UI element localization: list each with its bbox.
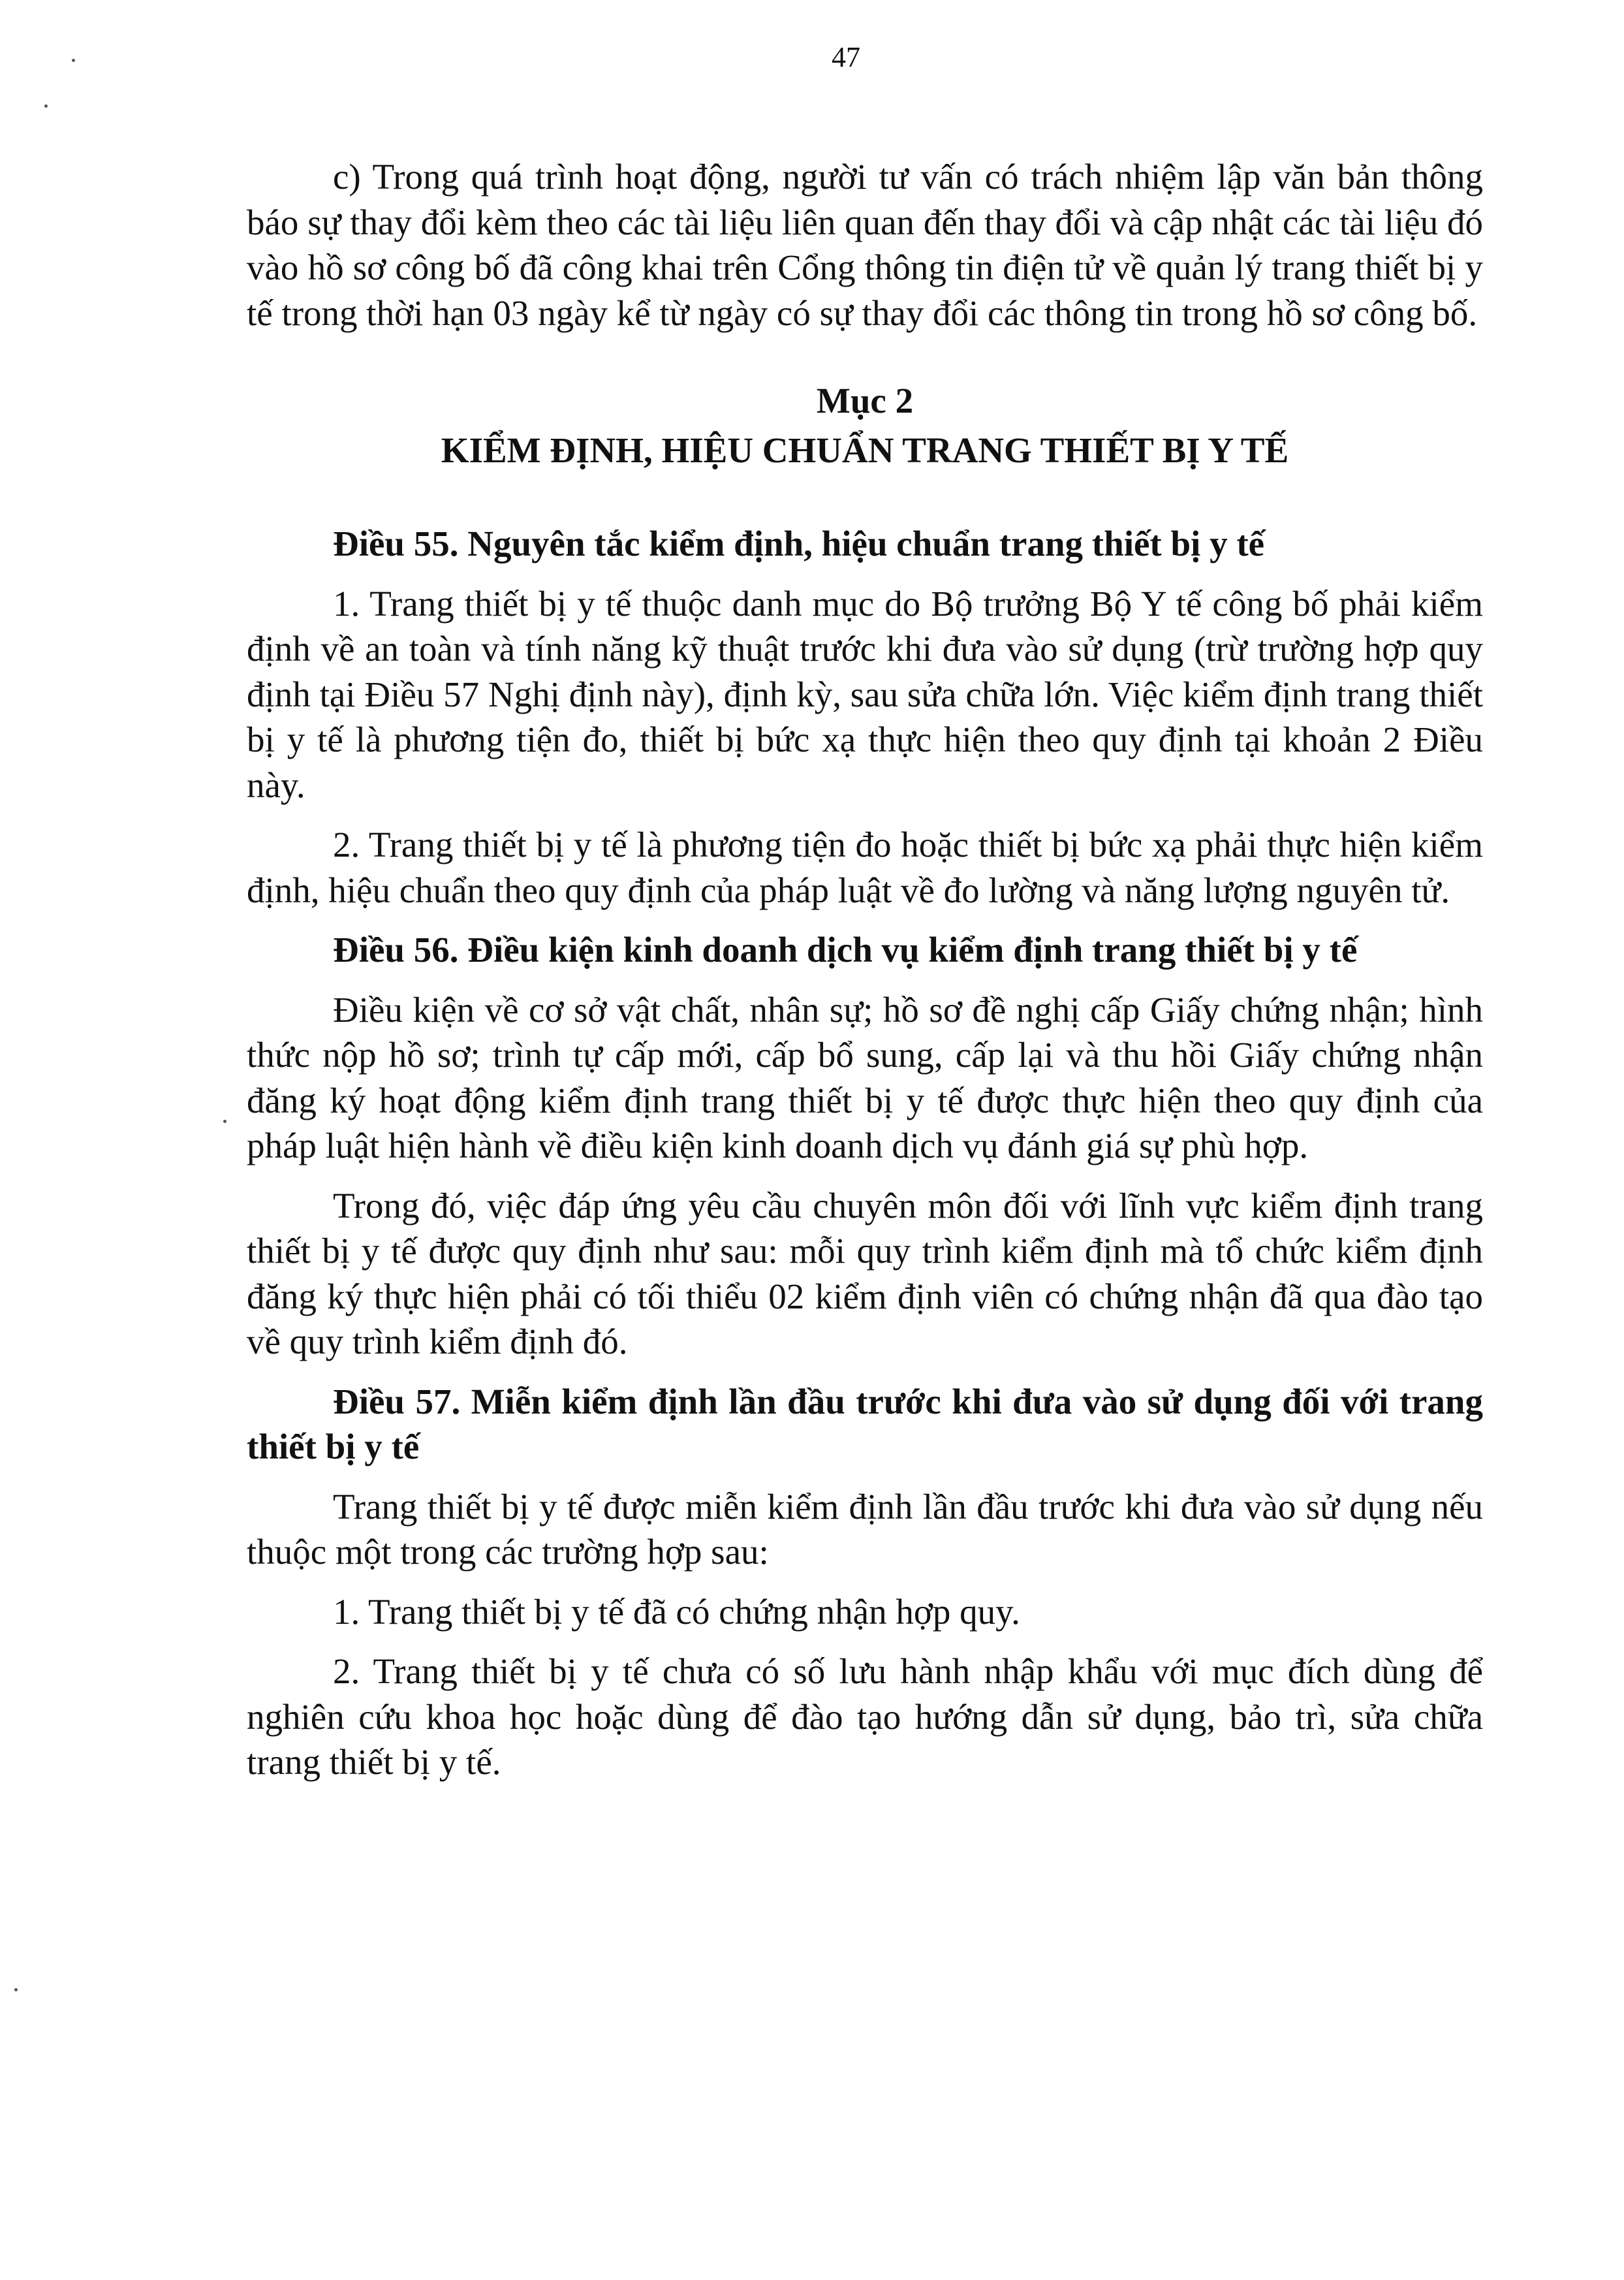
- article-paragraph: Điều kiện về cơ sở vật chất, nhân sự; hồ sơ đề nghị cấp Giấy chứng nhận; hình thức nộp hồ sơ; trình tự cấp mới, cấp bổ sung, cấp lại và thu hồi Giấy chứng nhận đăng ký hoạt động kiểm định trang thiết bị y tế được thực hiện theo quy định của pháp luật hiện hành về điều kiện kinh doanh dịch vụ đánh giá sự phù hợp.: [247, 989, 1483, 1165]
- article-heading: Điều 56. Điều kiện kinh doanh dịch vụ kiểm định trang thiết bị y tế: [333, 930, 1358, 970]
- document-body: [247, 154, 1483, 1785]
- article-paragraph: 2. Trang thiết bị y tế là phương tiện đo hoặc thiết bị bức xạ phải thực hiện kiểm định, hiệu chuẩn theo quy định của pháp luật về đo lường và năng lượng nguyên tử.: [247, 825, 1483, 910]
- page-number: 47: [832, 41, 860, 73]
- article-paragraph: 1. Trang thiết bị y tế thuộc danh mục do Bộ trưởng Bộ Y tế công bố phải kiểm định về an toàn và tính năng kỹ thuật trước khi đưa vào sử dụng (trừ trường hợp quy định tại Điều 57 Nghị định này), định kỳ, sau sửa chữa lớn. Việc kiểm định trang thiết bị y tế là phương tiện đo, thiết bị bức xạ thực hiện theo quy định tại khoản 2 Điều này.: [247, 583, 1483, 805]
- scan-speck: [44, 104, 48, 108]
- scan-speck: [223, 1120, 226, 1123]
- section-title: KIỂM ĐỊNH, HIỆU CHUẨN TRANG THIẾT BỊ Y TẾ: [441, 430, 1289, 470]
- article-paragraph: Trang thiết bị y tế được miễn kiểm định lần đầu trước khi đưa vào sử dụng nếu thuộc một trong các trường hợp sau:: [247, 1486, 1483, 1572]
- article-57: [247, 1379, 1483, 1785]
- scan-speck: [72, 59, 75, 62]
- article-paragraph: 1. Trang thiết bị y tế đã có chứng nhận hợp quy.: [333, 1591, 1020, 1632]
- article-heading: Điều 57. Miễn kiểm định lần đầu trước khi đưa vào sử dụng đối với trang thiết bị y tế: [247, 1381, 1483, 1466]
- section-heading: [247, 376, 1483, 475]
- article-55: [247, 521, 1483, 913]
- section-label: Mục 2: [816, 381, 914, 420]
- article-heading: Điều 55. Nguyên tắc kiểm định, hiệu chuẩn trang thiết bị y tế: [333, 524, 1265, 563]
- article-paragraph: 2. Trang thiết bị y tế chưa có số lưu hành nhập khẩu với mục đích dùng để nghiên cứu khoa học hoặc dùng để đào tạo hướng dẫn sử dụng, bảo trì, sửa chữa trang thiết bị y tế.: [247, 1651, 1483, 1782]
- paragraph-c: c) Trong quá trình hoạt động, người tư vấn có trách nhiệm lập văn bản thông báo sự thay đổi kèm theo các tài liệu liên quan đến thay đổi và cập nhật các tài liệu đó vào hồ sơ công bố đã công khai trên Cổng thông tin điện tử về quản lý trang thiết bị y tế trong thời hạn 03 ngày kể từ ngày có sự thay đổi các thông tin trong hồ sơ công bố.: [247, 157, 1483, 333]
- article-paragraph: Trong đó, việc đáp ứng yêu cầu chuyên môn đối với lĩnh vực kiểm định trang thiết bị y tế được quy định như sau: mỗi quy trình kiểm định mà tổ chức kiểm định đăng ký thực hiện phải có tối thiểu 02 kiểm định viên có chứng nhận đã qua đào tạo về quy trình kiểm định đó.: [247, 1185, 1483, 1361]
- article-56: [247, 927, 1483, 1365]
- scan-speck: [14, 1988, 18, 1991]
